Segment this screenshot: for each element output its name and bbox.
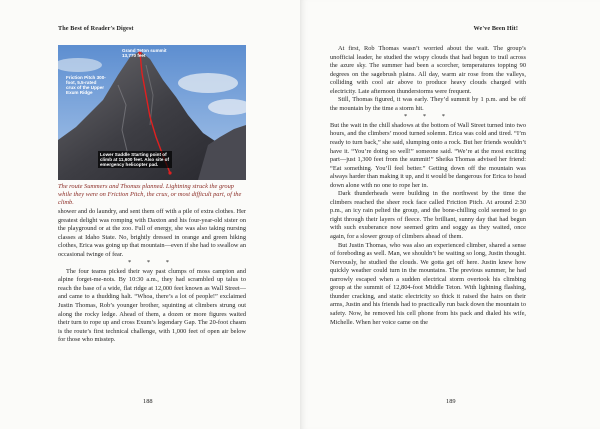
section-break: * * * xyxy=(128,259,176,267)
right-body-text xyxy=(330,45,526,327)
running-head-right: We've Been Hit! xyxy=(473,25,518,32)
paragraph: But the wait in the chill shadows at the bottom of Wall Street turned into two hours, and the climbers’ mood turned solemn. Erica was cold and tired. “I’m ready to turn back,” she said, slumping onto a rock. But her friends wouldn’t have it. “You’re doing so well!” someone said. “We’re at the most exciting part—just 1,300 feet from the summit!” Sheika Thomas advised her friend: “Eat something. You’ll feel better.” Getting down off the mountain was always harder than making it up, and it would be dangerous for Erica to head down alone with no one to rope her in. xyxy=(330,121,526,189)
page-number-right: 189 xyxy=(446,398,456,405)
paragraph: Dark thunderheads were building in the northwest by the time the climbers reached the sheer rock face called Friction Pitch. At around 2:30 p.m., an icy rain pelted the group, and the bone-chilling cold seemed to go right through their layers of fleece. The brilliant, sunny day that had begun with such exuberance now seemed grim and soggy as they waited, once again, for a slower group of climbers ahead of them. xyxy=(330,190,526,241)
paragraph: Still, Thomas figured, it was early. They’d summit by 1 p.m. and be off the mountain by the time a storm hit. xyxy=(330,96,526,112)
paragraph: At first, Rob Thomas wasn’t worried about the wait. The group’s unofficial leader, he studied the wispy clouds that had begun to trail across the azure sky. The summer had been a scorcher, temperatures topping 90 degrees on the sagebrush plains. All day, warm air rose from the valleys, colliding with cool air above to produce heavy clouds charged with electricity. Late afternoon thunderstorms were frequent. xyxy=(330,45,526,95)
paragraph: The four teams picked their way past clumps of moss campion and alpine forget-me-nots. By 10:30 a.m., they had scrambled up talus to reach the base of a wide, flat ridge at 12,000 feet known as Wall Street—and came to a thudding halt. “Whoa, there’s a lot of people!” exclaimed Justin Thomas, Rob’s younger brother, squinting at climbers strung out along the rocky ledge. Ahead of them, a dozen or more figures waited their turn to rope up and cross Exum’s legendary Gap. The 20-foot chasm is the route’s first technical challenge, with 1,000 feet of open air below for those who misstep. xyxy=(58,267,246,344)
section-break: * * * xyxy=(404,113,452,121)
paragraph: shower and do laundry, and sent them off with a pile of extra clothes. Her greatest delight was romping with Daxton and his four-year-old sister on the playground or at the zoo. Full of energy, she was also taking nursing classes at Idaho State. No, brightly dressed in orange and green hiking clothes, Erica was going up that mountain—even if she had to swallow an occasional twinge of fear. xyxy=(58,208,246,258)
summit-label: Grand Teton summit 13,770 feet xyxy=(122,48,167,58)
photo-caption: The route Summers and Thomas planned. Lightning struck the group while they were on Friction Pitch, the crux, or most difficult part, of the climb. xyxy=(58,183,242,206)
paragraph: But Justin Thomas, who was also an experienced climber, shared a sense of foreboding as well. Man, we shouldn’t be waiting so long, Justin thought. Nervously, he studied the clouds. We gotta get off here. Justin knew how quickly weather could turn in the mountains. The previous summer, he had narrowly escaped when a sudden electrical storm overtook his climbing group at the summit of 12,804-foot Middle Teton. With lightning flashing, thunder cracking, and static electricity so thick it raised the hairs on their arms, Justin and his friends had to practically run back down the mountain to safety. Now, he removed his cell phone from his pack and dialed his wife, Michelle. When her voice came on the xyxy=(330,241,526,326)
left-body-text xyxy=(58,208,246,345)
lower-saddle-label: Lower Saddle Starting point of climb at 11,600 feet. Also site of emergency helicopter pad. xyxy=(98,151,172,168)
right-page xyxy=(300,0,600,429)
running-head-left: The Best of Reader's Digest xyxy=(58,25,134,32)
friction-pitch-label: Friction Pitch 300-foot, 5.5-rated crux of the Upper Exum Ridge xyxy=(66,75,106,95)
mountain-route-photo xyxy=(58,45,246,180)
page-number-left: 188 xyxy=(143,398,153,405)
